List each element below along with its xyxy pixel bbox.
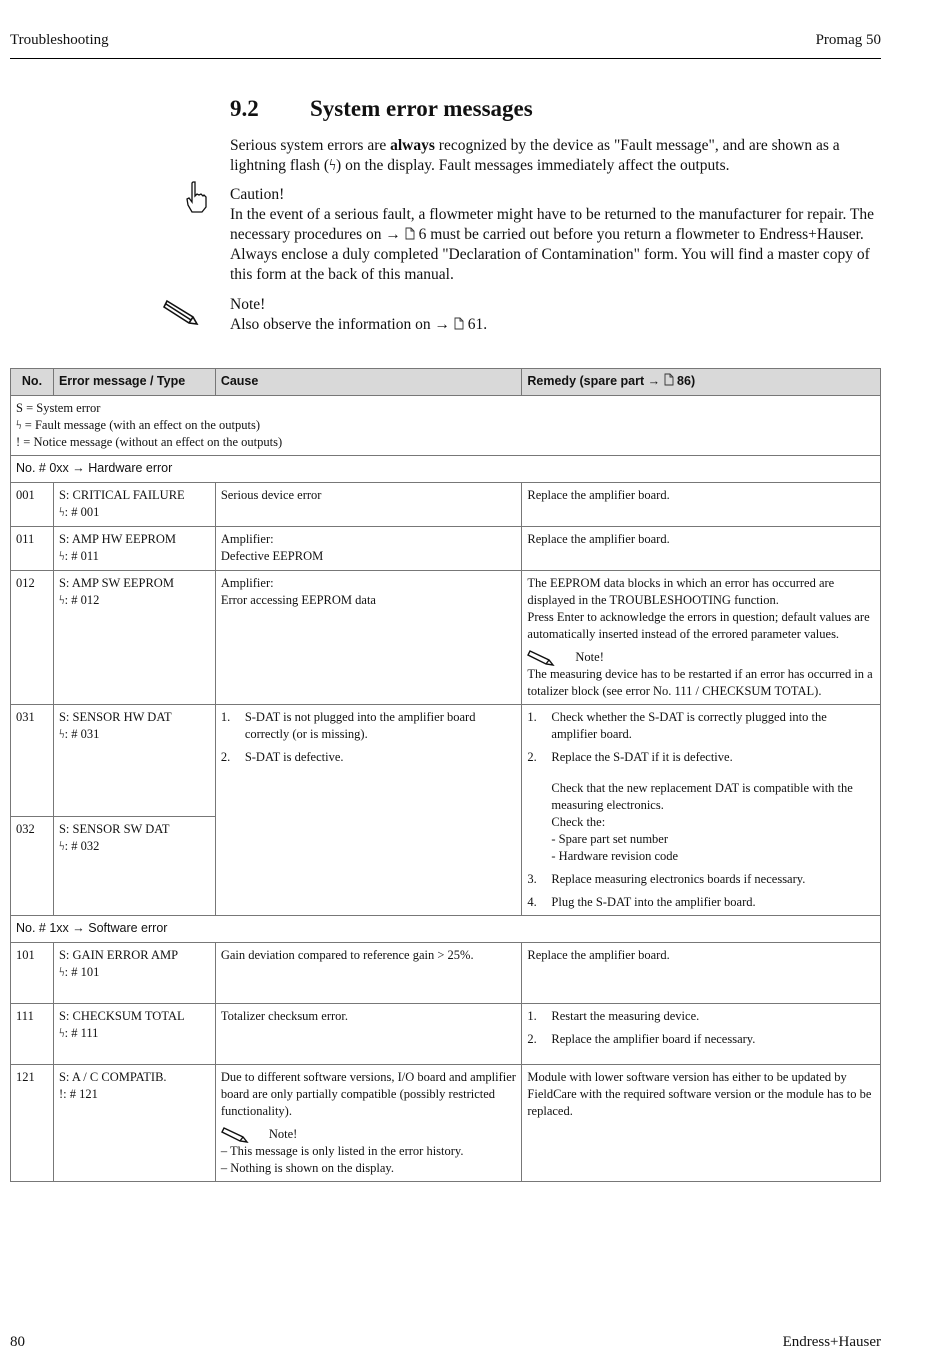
table-row: 111 S: CHECKSUM TOTAL ϟ: # 111 Totalizer checksum error. 1. Restart the measuring device. 2. Replace the amplifier board if necessary. — [11, 1004, 881, 1065]
page-reference-icon — [405, 227, 415, 240]
list-item: 4. Plug the S-DAT into the amplifier board. — [527, 895, 756, 909]
caution-block — [230, 185, 885, 285]
intro-paragraph: Serious system errors are always recognized by the device as "Fault message", and are shown as a lightning flash (ϟ) on the display. Fault messages immediately affect the outputs. — [230, 137, 840, 174]
caution-title: Caution! — [230, 186, 285, 203]
group-row-software: No. # 1xx → Software error — [11, 916, 881, 943]
emphasis-always: always — [390, 137, 435, 154]
col-header-cause: Cause — [215, 369, 522, 396]
page-reference-icon — [664, 373, 674, 386]
table-header-row — [11, 369, 881, 396]
note-pencil-icon — [163, 295, 199, 327]
col-header-remedy: Remedy (spare part → 86) — [522, 369, 881, 396]
list-item: 2. S-DAT is defective. — [220, 750, 344, 764]
legend-row — [11, 396, 881, 456]
list-item: 1. Restart the measuring device. — [527, 1009, 700, 1023]
list-item: 2. Replace the S-DAT if it is defective. — [527, 750, 733, 764]
list-item: 2. Replace the amplifier board if necessary. — [527, 1032, 756, 1046]
list-item: 3. Replace measuring electronics boards if necessary. — [527, 872, 806, 886]
header-rule — [10, 58, 881, 59]
page-reference-icon — [454, 317, 464, 330]
table-row: 032 S: SENSOR SW DAT ϟ: # 032 — [11, 817, 881, 916]
note-block — [230, 295, 885, 335]
note-pencil-icon — [221, 1125, 249, 1143]
note-title: Note! — [230, 296, 266, 313]
running-header-product: Promag 50 — [815, 32, 881, 48]
inline-note: Note! — [527, 648, 875, 666]
list-item: 1. S-DAT is not plugged into the amplifier board correctly (or is missing). — [220, 710, 476, 741]
group-row-hardware: No. # 0xx → Hardware error — [11, 456, 881, 483]
page-number: 80 — [10, 1334, 25, 1350]
legend-cell: S = System error ϟ = Fault message (with an effect on the outputs) ! = Notice message (without an effect on the outputs) — [11, 396, 881, 456]
col-header-error-message: Error message / Type — [53, 369, 215, 396]
sdat-cause-cell — [215, 705, 522, 916]
table-row: 121 S: A / C COMPATIB. !: # 121 Due to different software versions, I/O board and amplifier board are only partially compatible (possibly restricted functionality). Note! – This message is only listed in the error history. – Nothing is shown on the display. Module with lower software version has either to be updated by FieldCare with the required software version or the module has to be replaced. — [11, 1065, 881, 1182]
system-error-table — [10, 368, 881, 1182]
table-row: 101 S: GAIN ERROR AMP ϟ: # 101 Gain deviation compared to reference gain > 25%. Replace the amplifier board. — [11, 943, 881, 1004]
section-title: System error messages — [310, 96, 533, 121]
table-row: 011 S: AMP HW EEPROM ϟ: # 011 Amplifier: Defective EEPROM Replace the amplifier board. — [11, 527, 881, 571]
sdat-remedy-cell: 1. Check whether the S-DAT is correctly plugged into the amplifier board. 2. Replace the S-DAT if it is defective. Check that the new replacement DAT is compatible with the measuring electronics. Check the: - Spare part set number - Hardware revision code 3. Replace measuring electronics boards if necessary. 4. Plug the S-DAT into the amplifier board. — [522, 705, 881, 916]
running-header-section: Troubleshooting — [10, 32, 109, 48]
footer-brand: Endress+Hauser — [782, 1334, 881, 1350]
note-pencil-icon — [527, 648, 555, 666]
table-row: 012 S: AMP SW EEPROM ϟ: # 012 Amplifier: Error accessing EEPROM data The EEPROM data blocks in which an error has occurred are displayed in the TROUBLESHOOTING function. Press Enter to acknowledge the errors in question; default values are automatically inserted instead of the errored parameter values. Note! The measuring device has to be restarted if an error has occurred in a totalizer block (see error No. 111 / CHECKSUM TOTAL). — [11, 571, 881, 705]
inline-note: Note! — [221, 1125, 517, 1143]
col-header-no: No. — [11, 369, 54, 396]
caution-text: In the event of a serious fault, a flowmeter might have to be returned to the manufacturer for repair. The necessary procedures on → 6 must be carried out before you return a flowmeter to Endress+Hauser. Always enclose a duly completed "Declaration of Contamination" form. You will find a master copy of this form at the back of this manual. — [230, 206, 875, 283]
list-item: 1. Check whether the S-DAT is correctly plugged into the amplifier board. — [527, 710, 827, 741]
caution-hand-icon — [184, 180, 208, 214]
table-row: 031 S: SENSOR HW DAT ϟ: # 031 1. S-DAT is not plugged into the amplifier board correctly (or is missing). 2. S-DAT is defective. 1. Check whether the S-DAT is correctly plugged into the amplifier board. 2. Replace the S-DAT if it is defective. Check that the new replacement DAT is compatible with the measuring electronics. Check the: - Spare part set number - Hardware revision code 3. Replace measuring electronics boards if necessary. 4. Plug the S-DAT into the amplifier board. — [11, 705, 881, 817]
section-number: 9.2 — [230, 96, 259, 121]
note-text: Also observe the information on → 61. — [230, 316, 488, 333]
table-row: 001 S: CRITICAL FAILURE ϟ: # 001 Serious device error Replace the amplifier board. — [11, 483, 881, 527]
lightning-flash-symbol: ϟ — [329, 157, 337, 174]
